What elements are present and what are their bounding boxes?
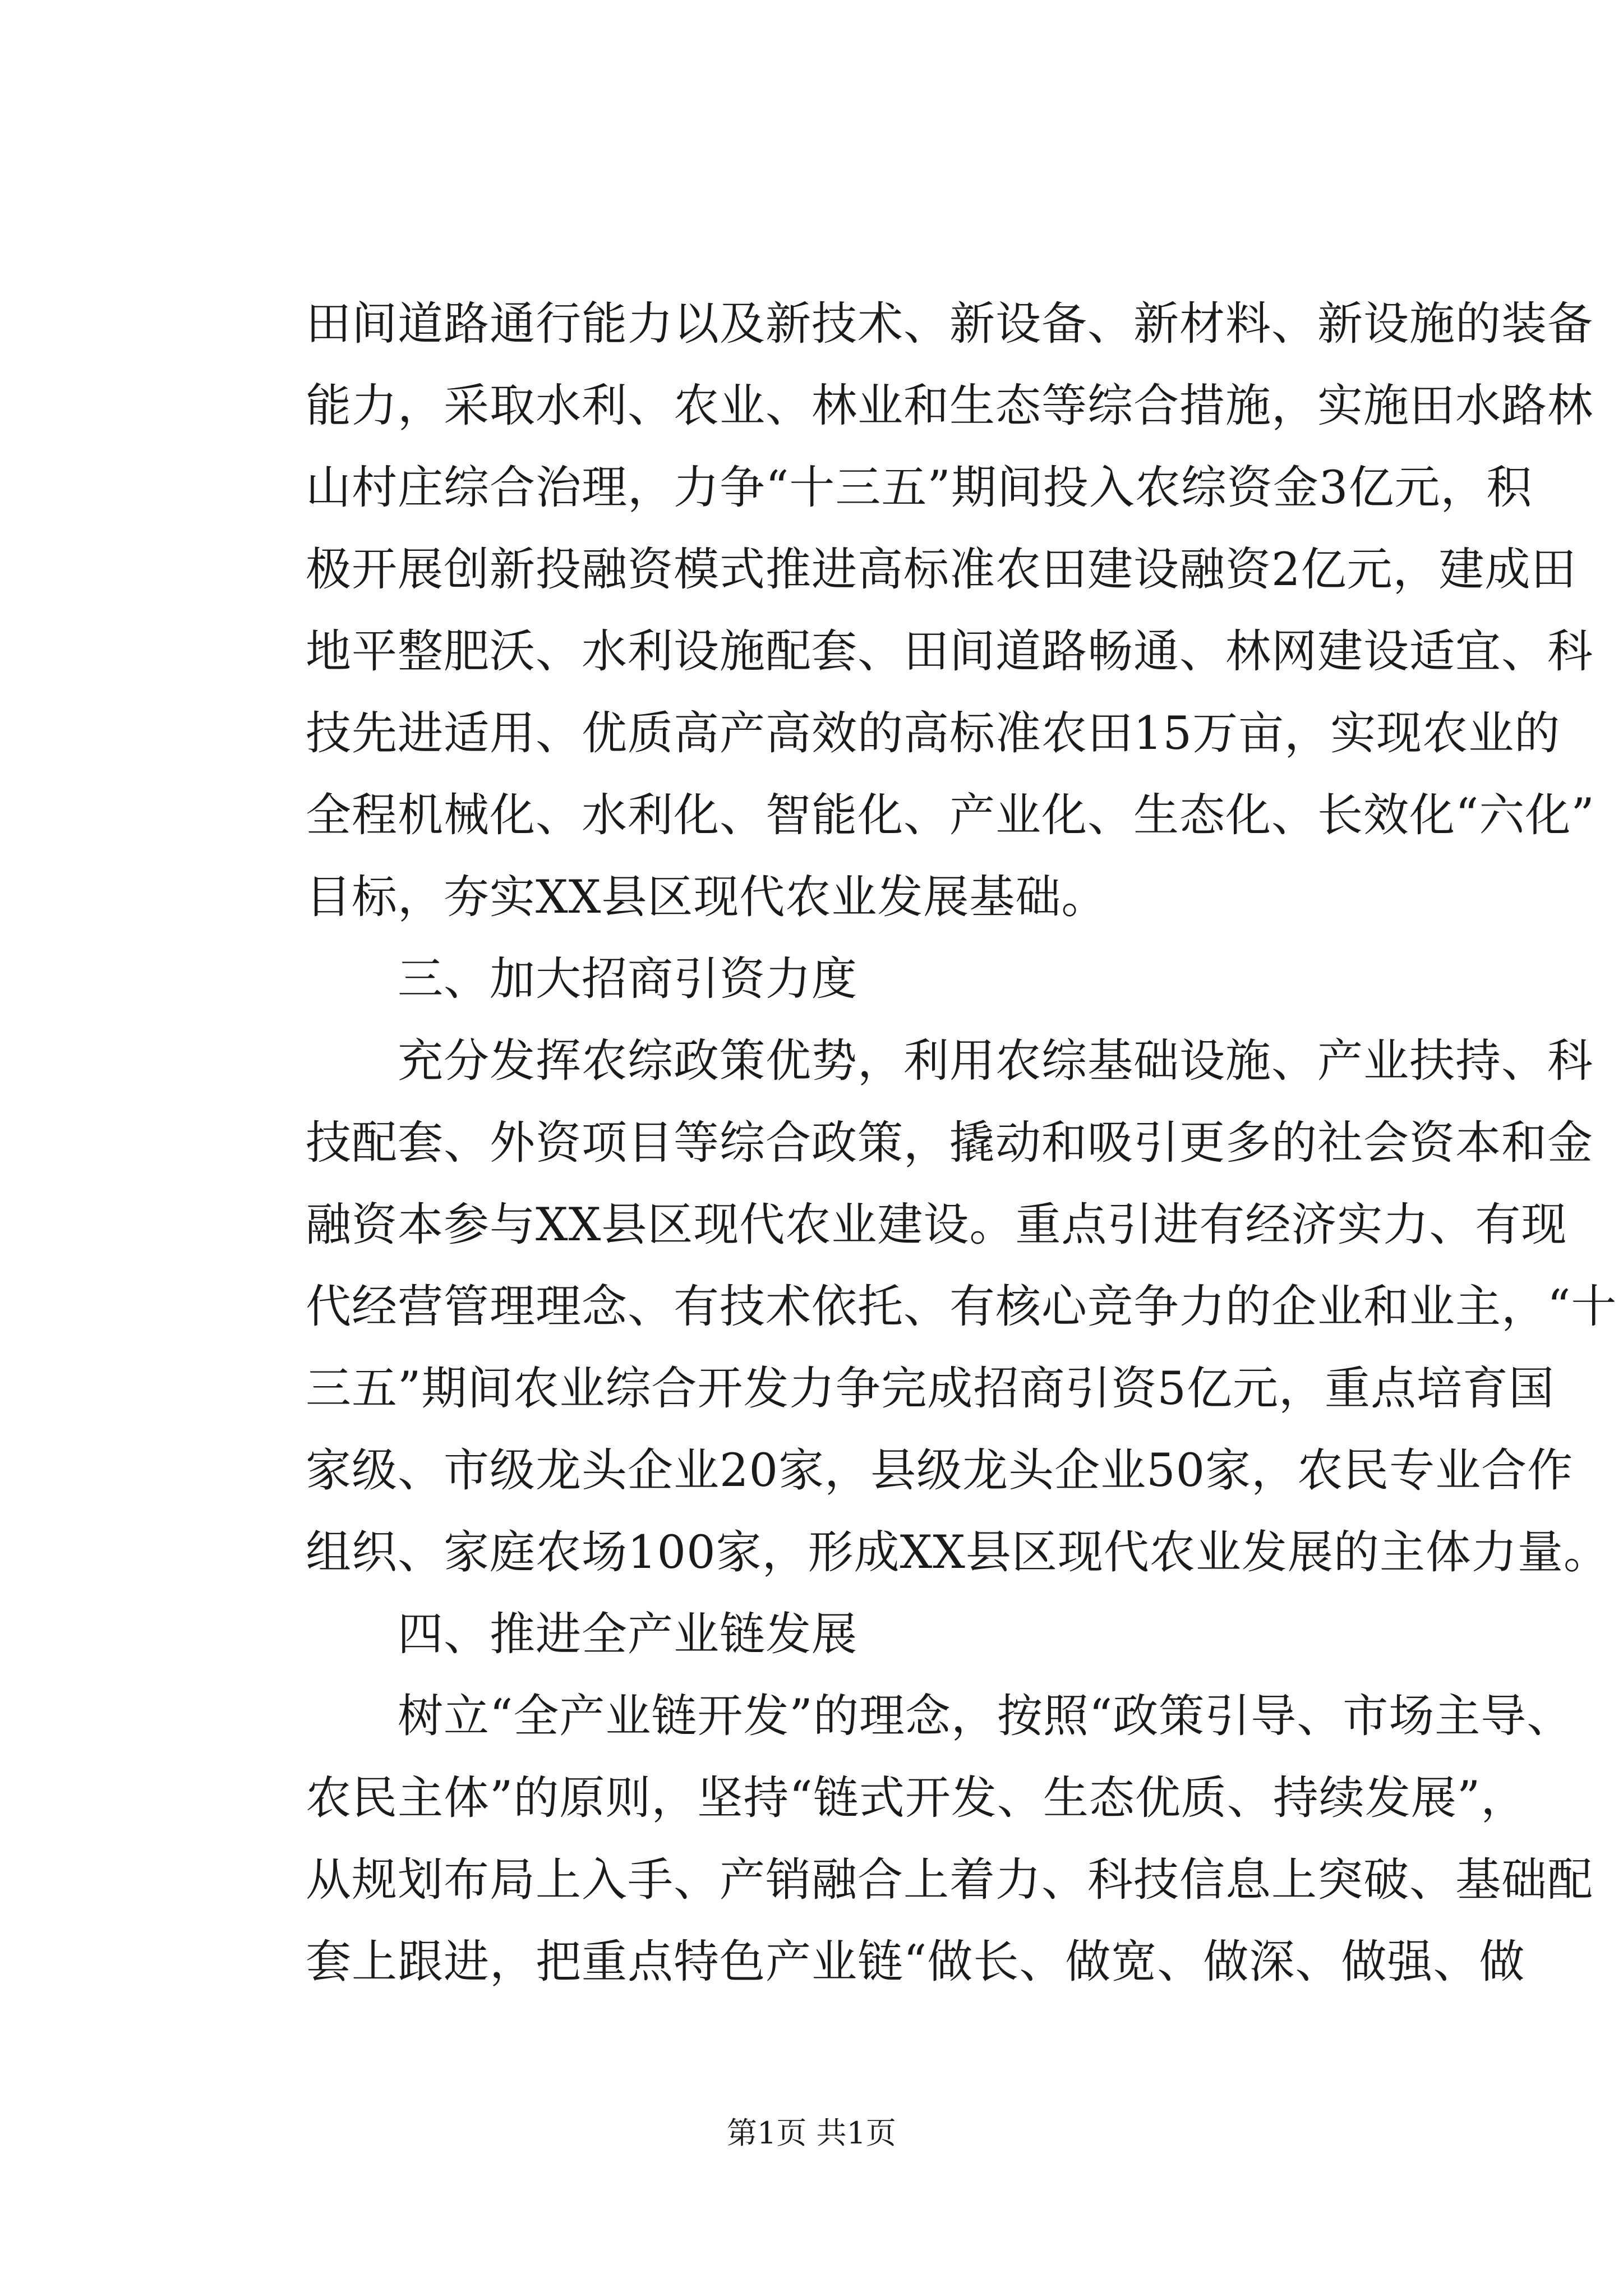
section-heading: 四、推进全产业链发展 — [306, 1608, 858, 1661]
body-line: 从规划布局上入手、产销融合上着力、科技信息上突破、基础配 — [306, 1854, 1594, 1907]
body-line: 代经营管理理念、有技术依托、有核心竞争力的企业和业主，“十 — [306, 1281, 1617, 1333]
body-line: 极开展创新投融资模式推进高标准农田建设融资2亿元，建成田 — [306, 544, 1577, 596]
body-line: 组织、家庭农场100家，形成XX县区现代农业发展的主体力量。 — [306, 1526, 1610, 1579]
body-line: 三五”期间农业综合开发力争完成招商引资5亿元，重点培育国 — [306, 1363, 1555, 1415]
body-line: 农民主体”的原则，坚持“链式开发、生态优质、持续发展”， — [306, 1772, 1527, 1825]
body-line: 充分发挥农综政策优势，利用农综基础设施、产业扶持、科 — [306, 1035, 1594, 1088]
body-line: 树立“全产业链开发”的理念，按照“政策引导、市场主导、 — [306, 1690, 1573, 1743]
section-heading: 三、加大招商引资力度 — [306, 953, 858, 1006]
page-footer: 第1页 共1页 — [727, 2115, 896, 2151]
body-line: 套上跟进，把重点特色产业链“做长、做宽、做深、做强、做 — [306, 1936, 1525, 1989]
body-line: 地平整肥沃、水利设施配套、田间道路畅通、林网建设适宜、科 — [306, 625, 1594, 678]
body-line: 山村庄综合治理，力争“十三五”期间投入农综资金3亿元，积 — [306, 462, 1533, 514]
body-line: 技先进适用、优质高产高效的高标准农田15万亩，实现农业的 — [306, 707, 1561, 760]
body-line: 全程机械化、水利化、智能化、产业化、生态化、长效化“六化” — [306, 789, 1595, 842]
body-line: 技配套、外资项目等综合政策，撬动和吸引更多的社会资本和金 — [306, 1117, 1594, 1170]
body-line: 目标，夯实XX县区现代农业发展基础。 — [306, 871, 1108, 924]
body-line: 能力，采取水利、农业、林业和生态等综合措施，实施田水路林 — [306, 380, 1594, 432]
body-line: 田间道路通行能力以及新技术、新设备、新材料、新设施的装备 — [306, 298, 1594, 351]
body-line: 融资本参与XX县区现代农业建设。重点引进有经济实力、有现 — [306, 1199, 1567, 1251]
document-body — [306, 283, 1617, 2003]
body-line: 家级、市级龙头企业20家，县级龙头企业50家，农民专业合作 — [306, 1444, 1574, 1497]
